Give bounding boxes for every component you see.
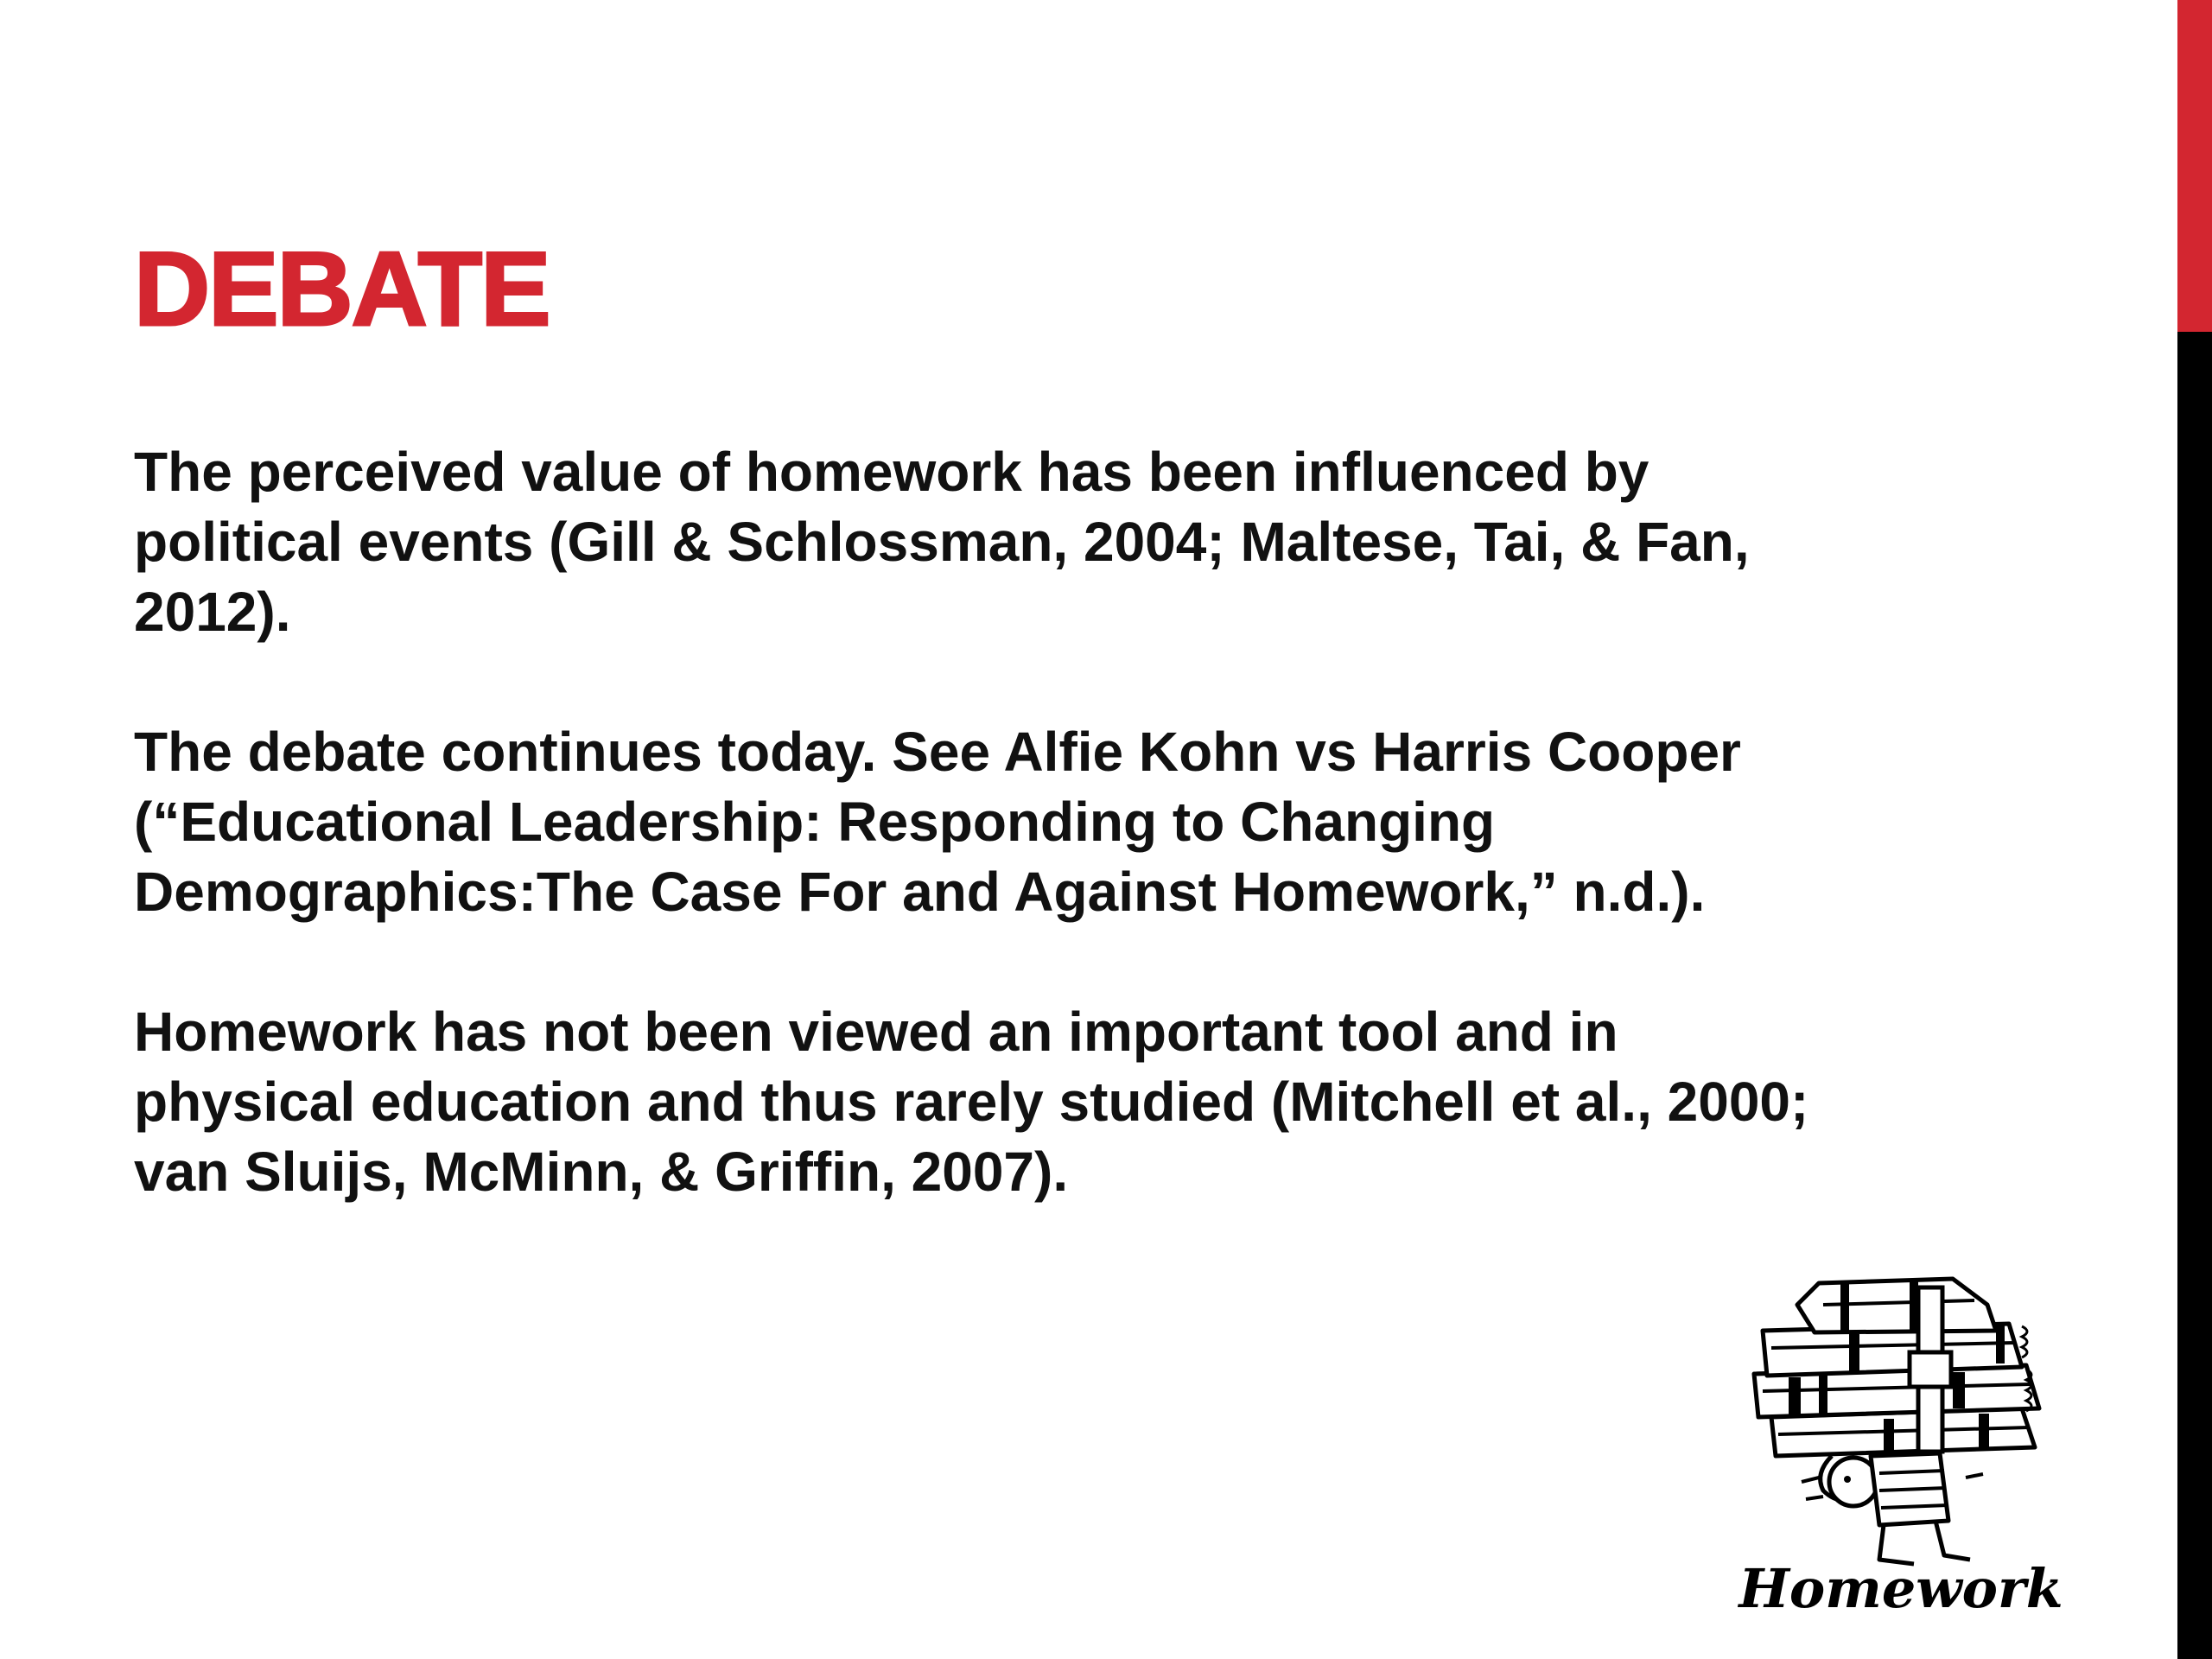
accent-bar-red [2177,0,2212,332]
paragraph-physical-education [134,997,2087,1207]
slide-body [134,437,2087,1277]
homework-books-clipart-icon [1737,1270,2065,1616]
paragraph-line: political events (Gill & Schlossman, 2004; Maltese, Tai, & Fan, [134,511,1750,573]
slide-title: DEBATE [134,230,550,347]
paragraph-line: The perceived value of homework has been influenced by [134,441,1649,503]
accent-bar-black [2177,332,2212,1659]
paragraph-line: van Sluijs, McMinn, & Griffin, 2007). [134,1141,1069,1203]
paragraph-line: Homework has not been viewed an important tool and in [134,1001,1618,1063]
paragraph-political-events [134,437,2087,647]
paragraph-line: physical education and thus rarely studied (Mitchell et al., 2000; [134,1071,1809,1133]
paragraph-line: (“Educational Leadership: Responding to Changing [134,791,1496,853]
clipart-caption: Homework [1738,1557,2063,1616]
paragraph-line: 2012). [134,581,291,643]
paragraph-line: Demographics:The Case For and Against Homework,” n.d.). [134,861,1706,923]
paragraph-line: The debate continues today. See Alfie Kohn vs Harris Cooper [134,721,1741,783]
paragraph-debate-continues [134,717,2087,927]
